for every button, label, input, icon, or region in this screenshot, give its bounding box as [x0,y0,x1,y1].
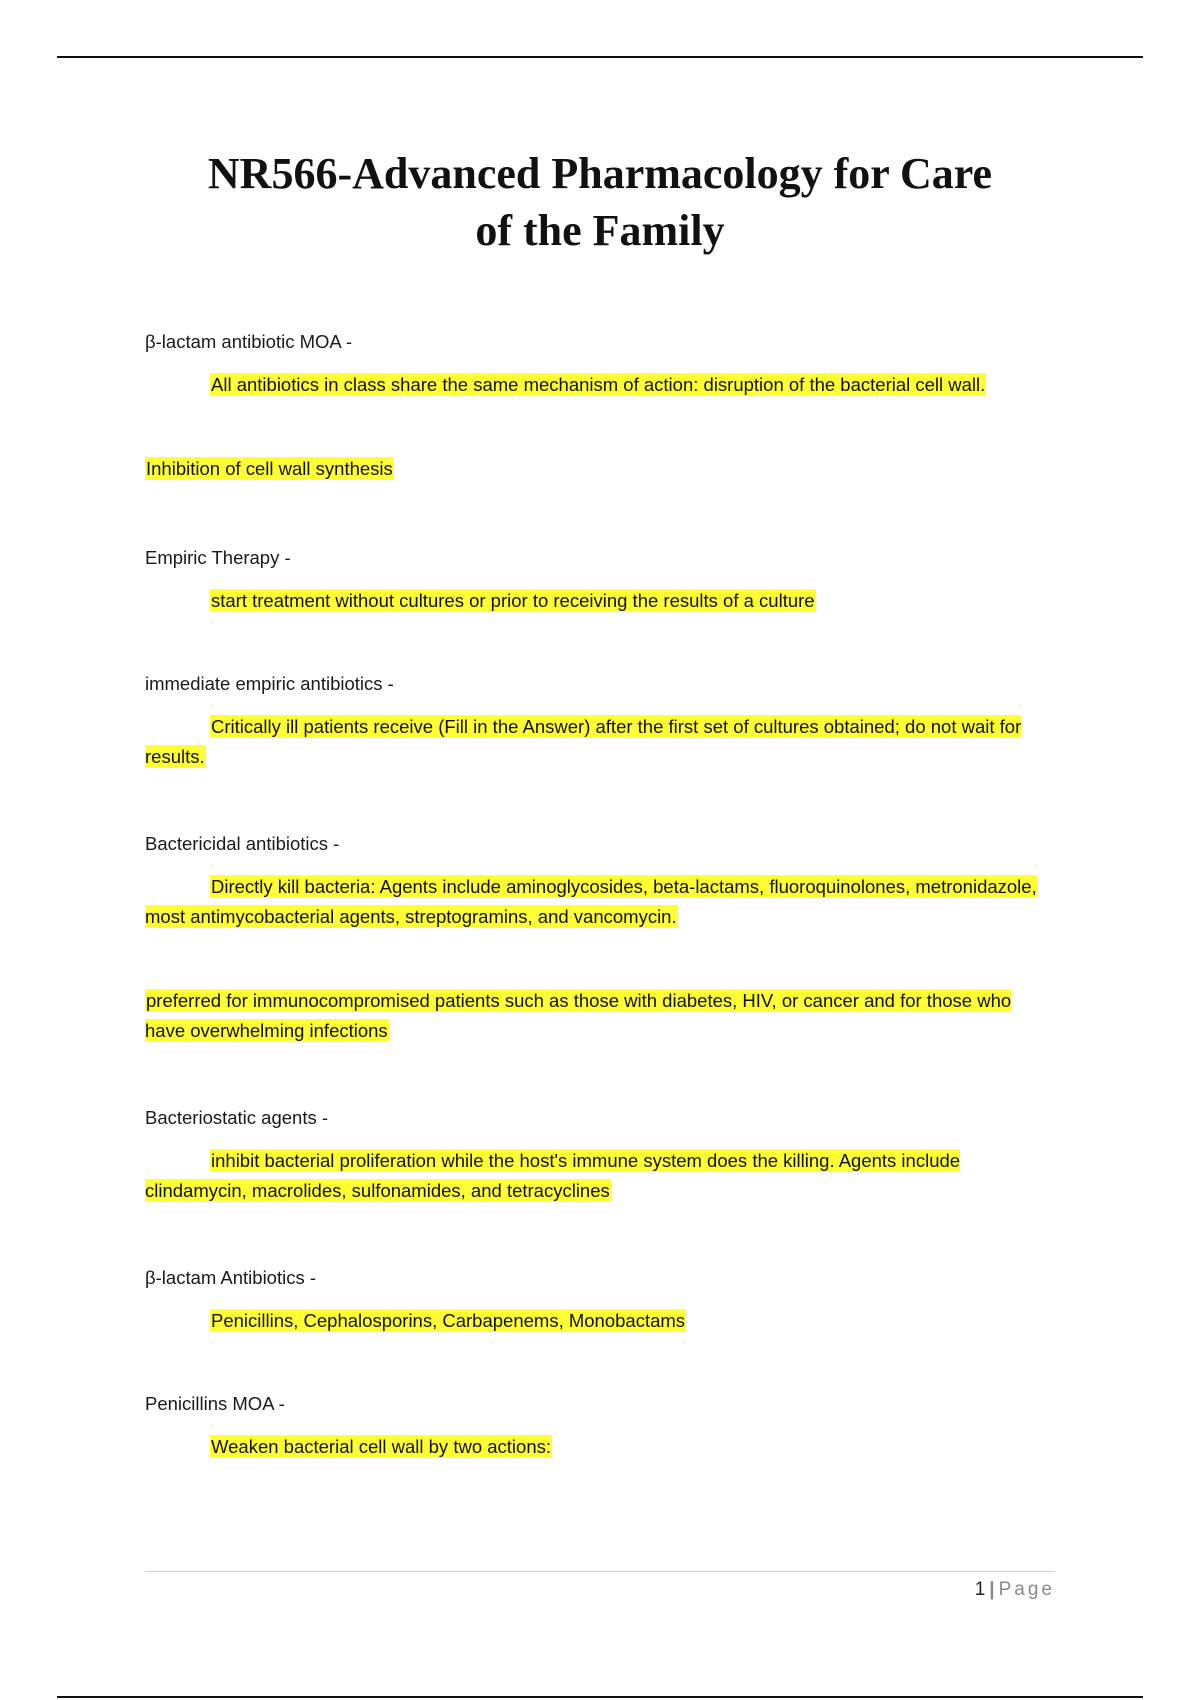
document-title [0,145,1200,259]
flashcard-content [145,330,1055,1462]
definition [145,986,1055,1046]
definition [145,454,1055,484]
highlighted-text: start treatment without cultures or prior to receiving the results of a culture [211,590,815,611]
title-line-2: of the Family [475,206,725,255]
highlighted-text: Penicillins, Cephalosporins, Carbapenems, Monobactams [211,1310,686,1331]
title-line-1: NR566-Advanced Pharmacology for Care [207,149,993,198]
definition [145,872,1055,932]
definition [145,370,1055,400]
page-number: 1 [974,1579,986,1600]
highlighted-text: Critically ill patients receive (Fill in the Answer) after the first set of cultures obtained; do not wait for results. [145,716,1022,767]
highlighted-text: inhibit bacterial proliferation while the host's immune system does the killing. Agents include clindamycin, macrolides, sulfonamides, and tetracyclines [145,1150,961,1201]
definition [145,1432,1055,1462]
page-separator: | [989,1579,995,1600]
definition [145,586,1055,616]
page-label: Page [998,1579,1055,1600]
highlighted-text: All antibiotics in class share the same mechanism of action: disruption of the bacterial cell wall. [211,374,986,395]
top-rule [57,56,1143,58]
definition [145,1146,1055,1206]
term-bacteriostatic-agents: Bacteriostatic agents - [145,1107,329,1128]
definition [145,1306,1055,1336]
highlighted-text: Weaken bacterial cell wall by two actions: [211,1436,552,1457]
term-beta-lactam-antibiotics: β-lactam Antibiotics - [145,1267,317,1288]
highlighted-text: preferred for immunocompromised patients such as those with diabetes, HIV, or cancer and for those who have overwhelming infections [145,990,1012,1041]
highlighted-text: Inhibition of cell wall synthesis [146,458,393,479]
term-bactericidal-antibiotics: Bactericidal antibiotics - [145,833,340,854]
term-immediate-empiric-antibiotics: immediate empiric antibiotics - [145,673,394,694]
footer-divider [145,1571,1055,1572]
term-empiric-therapy: Empiric Therapy - [145,547,291,568]
term-beta-lactam-moa: β-lactam antibiotic MOA - [145,331,353,352]
bottom-rule [57,1696,1143,1698]
definition [145,712,1055,772]
highlighted-text: Directly kill bacteria: Agents include aminoglycosides, beta-lactams, fluoroquinolones, metronidazole, most antimycobacterial agents, streptogramins, and vancomycin. [145,876,1037,927]
term-penicillins-moa: Penicillins MOA - [145,1393,285,1414]
page-number-footer [975,1578,1055,1602]
